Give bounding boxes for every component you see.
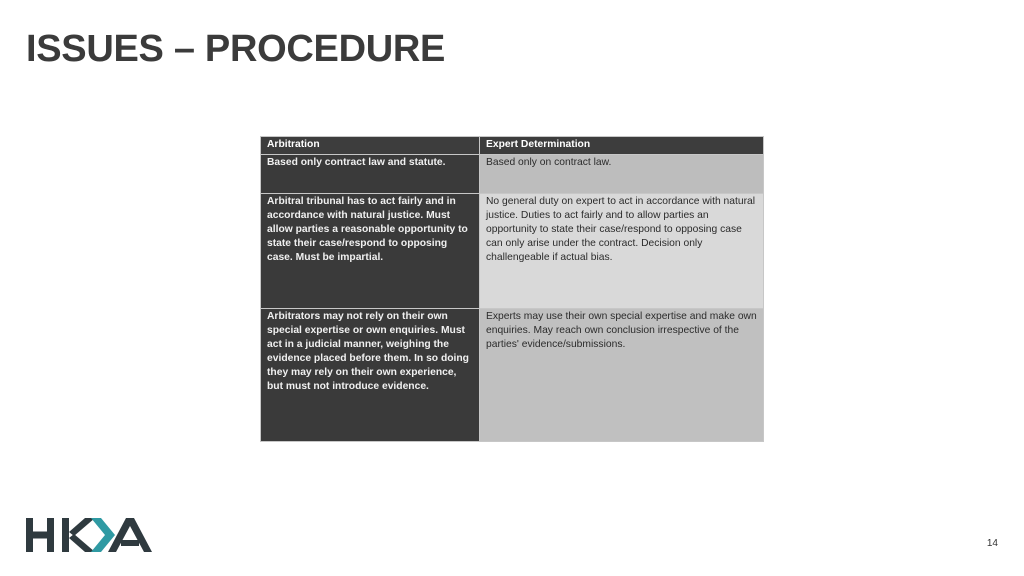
page-number: 14	[986, 538, 998, 549]
cell-arbitration: Based only contract law and statute.	[261, 155, 480, 194]
table-header-row	[261, 137, 764, 155]
hka-logo-icon	[26, 518, 152, 552]
comparison-table	[260, 136, 764, 442]
cell-expert-determination: Experts may use their own special expertise and make own enquiries. May reach own conclusion irrespective of the parties' evidence/submissions.	[480, 309, 764, 442]
header-expert-determination: Expert Determination	[480, 137, 764, 155]
slide-title: ISSUES – PROCEDURE	[26, 28, 446, 70]
logo-letter-h	[26, 518, 54, 552]
cell-expert-determination: Based only on contract law.	[480, 155, 764, 194]
table-row	[261, 155, 764, 194]
cell-arbitration: Arbitrators may not rely on their own special expertise or own enquiries. Must act in a judicial manner, weighing the evidence placed before them. In so doing they may rely on their own experience, but must not introduce evidence.	[261, 309, 480, 442]
logo-letter-k	[62, 518, 95, 552]
table-row	[261, 309, 764, 442]
table-row	[261, 194, 764, 309]
cell-arbitration: Arbitral tribunal has to act fairly and in accordance with natural justice. Must allow parties a reasonable opportunity to state their case/respond to opposing case. Must be impartial.	[261, 194, 480, 309]
cell-expert-determination: No general duty on expert to act in accordance with natural justice. Duties to act fairly and to allow parties an opportunity to state their case/respond to opposing case can only arise under the contract. Decision only challengeable if actual bias.	[480, 194, 764, 309]
header-arbitration: Arbitration	[261, 137, 480, 155]
